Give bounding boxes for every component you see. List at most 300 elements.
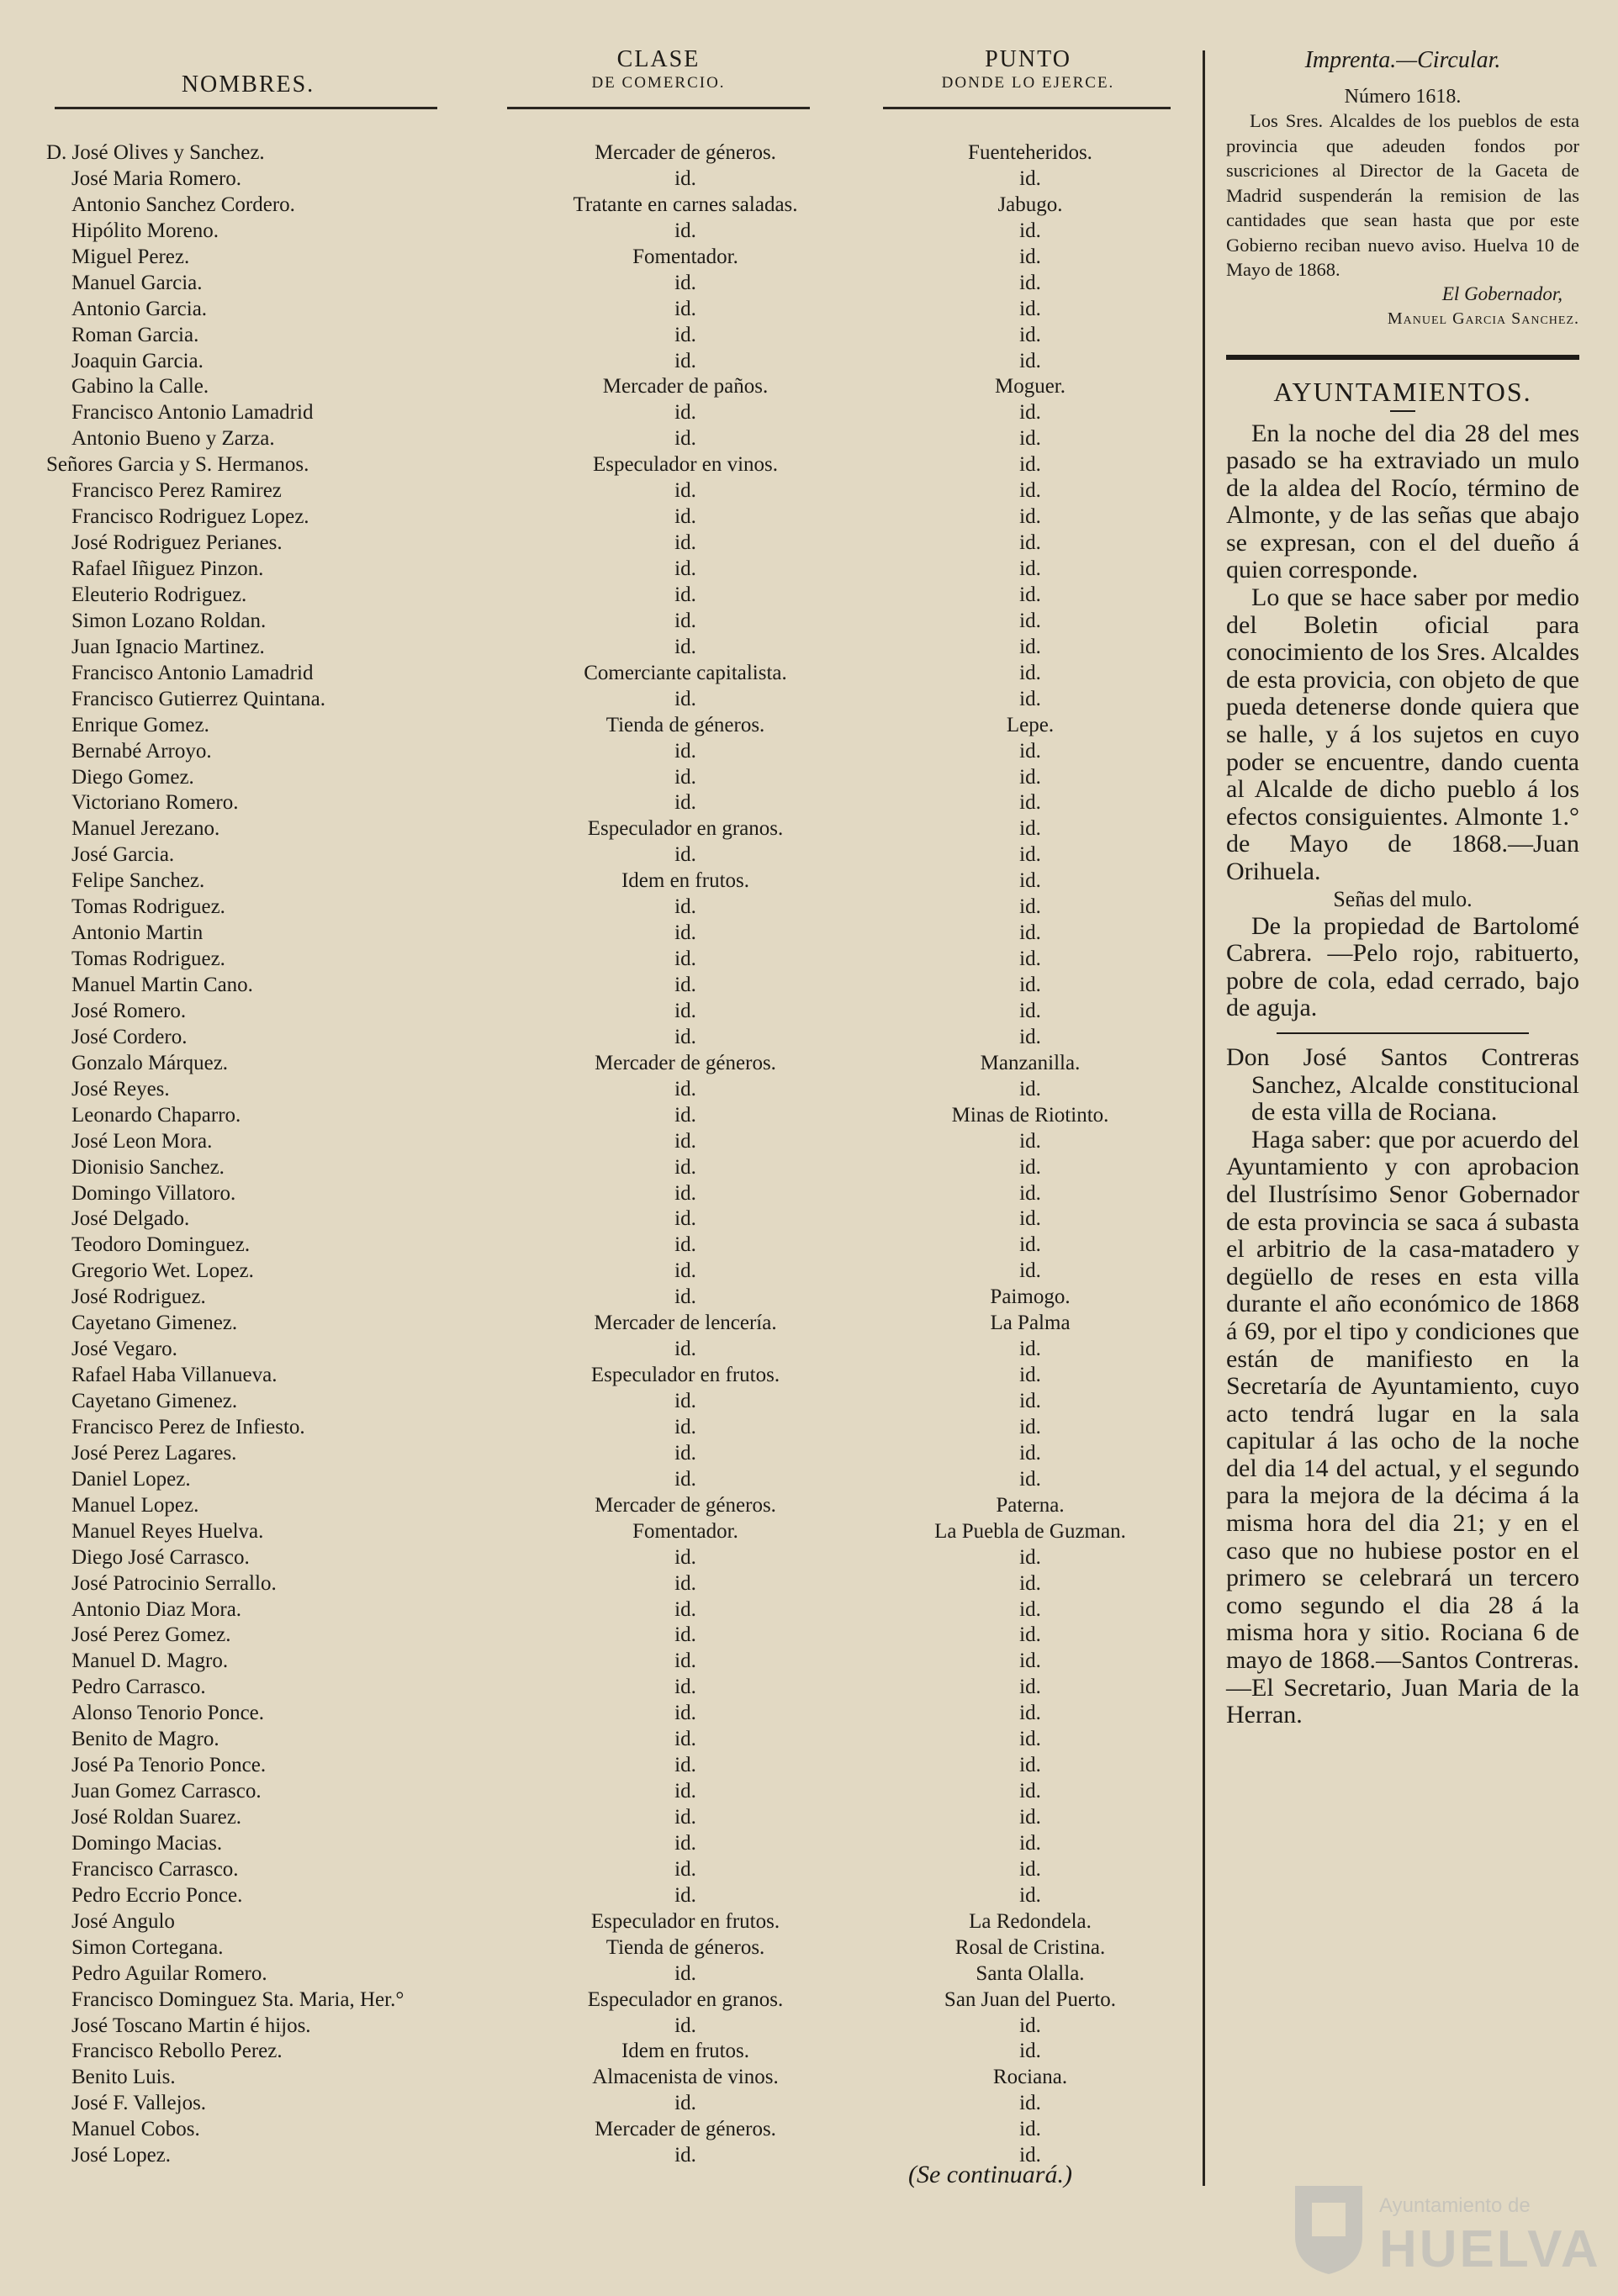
cell-nombre: Diego José Carrasco. (71, 1545, 250, 1569)
table-row (46, 400, 1165, 426)
table-row (46, 661, 1165, 687)
cell-punto: id. (1019, 1676, 1041, 1699)
table-row (46, 1545, 1165, 1571)
cell-nombre: Felipe Sanchez. (71, 869, 205, 893)
cell-punto: id. (1019, 1649, 1041, 1673)
table-row (46, 557, 1165, 583)
cell-punto: id. (1019, 1207, 1041, 1231)
cell-nombre: Manuel Lopez. (71, 1493, 199, 1517)
cell-clase: id. (674, 1233, 696, 1257)
cell-punto: Paimogo. (990, 1285, 1071, 1309)
cell-punto: id. (1019, 1415, 1041, 1438)
cell-punto: Paterna. (996, 1493, 1065, 1517)
table-row (46, 219, 1165, 245)
cell-clase: Especulador en vinos. (592, 453, 779, 477)
cell-clase: Tratante en carnes saladas. (573, 193, 798, 216)
table-row (46, 271, 1165, 297)
table-row (46, 323, 1165, 349)
table-row (46, 1155, 1165, 1181)
cell-clase: id. (674, 583, 696, 606)
cell-nombre: José Maria Romero. (71, 166, 242, 190)
cell-clase: Mercader de paños. (602, 375, 769, 399)
cell-punto: id. (1019, 687, 1041, 710)
cell-punto: Rosal de Cristina. (954, 1935, 1106, 1959)
cell-punto: id. (1019, 479, 1041, 503)
cell-clase: id. (674, 1883, 696, 1907)
cell-clase: id. (674, 1181, 696, 1205)
cell-nombre: Francisco Rodriguez Lopez. (71, 505, 309, 529)
table-row (46, 1519, 1165, 1545)
cell-clase: id. (674, 1571, 696, 1595)
cell-nombre: Pedro Aguilar Romero. (71, 1961, 267, 1985)
cell-clase: id. (674, 1025, 696, 1048)
cell-punto: id. (1019, 1857, 1041, 1881)
cell-clase: id. (674, 427, 696, 451)
cell-punto: id. (1019, 1754, 1041, 1777)
cell-clase: id. (674, 1207, 696, 1231)
table-row (46, 1935, 1165, 1961)
cell-punto: Fuenteheridos. (968, 141, 1092, 164)
table-row (46, 1259, 1165, 1285)
cell-clase: id. (674, 921, 696, 945)
cell-punto: id. (1019, 1545, 1041, 1569)
cell-nombre: Cayetano Gimenez. (71, 1390, 238, 1412)
cell-nombre: Benito Luis. (71, 2066, 176, 2089)
cell-clase: id. (674, 166, 696, 190)
header-nombres: NOMBRES. (181, 71, 315, 98)
cell-clase: id. (674, 1390, 696, 1412)
cell-nombre: D. José Olives y Sanchez. (46, 141, 265, 164)
cell-nombre: Manuel Jerezano. (71, 817, 220, 841)
table-row (46, 1779, 1165, 1805)
cell-clase: Especulador en granos. (587, 817, 784, 841)
cell-nombre: Francisco Perez Ramirez (71, 479, 282, 503)
cell-nombre: Rafael Iñiguez Pinzon. (71, 557, 264, 580)
cell-punto: id. (1019, 843, 1041, 867)
table-row (46, 921, 1165, 947)
header-rule (883, 107, 1171, 109)
table-row (46, 193, 1165, 219)
cell-nombre: Gabino la Calle. (71, 375, 209, 399)
cell-nombre: José Patrocinio Serrallo. (71, 1571, 277, 1595)
table-row (46, 1883, 1165, 1909)
cell-nombre: Manuel Garcia. (71, 271, 203, 294)
cell-clase: id. (674, 1831, 696, 1855)
cell-clase: id. (674, 297, 696, 320)
cell-punto: La Puebla de Guzman. (934, 1519, 1126, 1543)
cell-nombre: Pedro Eccrio Ponce. (71, 1883, 243, 1907)
cell-nombre: Antonio Garcia. (71, 297, 208, 320)
cell-clase: id. (674, 557, 696, 580)
cell-nombre: Miguel Perez. (71, 245, 190, 268)
cell-clase: id. (674, 1155, 696, 1179)
cell-clase: id. (674, 1676, 696, 1699)
table-row (46, 947, 1165, 973)
cell-clase: id. (674, 531, 696, 555)
table-row (46, 140, 1165, 166)
cell-punto: id. (1019, 271, 1041, 294)
cell-nombre: José Rodriguez Perianes. (71, 531, 283, 555)
cell-nombre: José F. Vallejos. (71, 2092, 207, 2115)
cell-punto: id. (1019, 166, 1041, 190)
signature-name: Manuel Garcia Sanchez. (1387, 309, 1579, 328)
cell-punto: id. (1019, 1806, 1041, 1829)
cell-nombre: Francisco Perez de Infiesto. (71, 1415, 305, 1438)
cell-clase: id. (674, 1415, 696, 1438)
table-row (46, 1467, 1165, 1493)
cell-nombre: Gregorio Wet. Lopez. (71, 1259, 254, 1283)
cell-clase: id. (674, 479, 696, 503)
cell-clase: Idem en frutos. (621, 869, 750, 893)
table-row (46, 1857, 1165, 1883)
table-row (46, 816, 1165, 842)
cell-nombre: José Lopez. (71, 2144, 172, 2167)
cell-nombre: Domingo Macias. (71, 1831, 223, 1855)
table-row (46, 1415, 1165, 1441)
cell-punto: id. (1019, 1702, 1041, 1725)
cell-punto: id. (1019, 427, 1041, 451)
cell-nombre: Teodoro Dominguez. (71, 1233, 251, 1257)
table-row (46, 530, 1165, 557)
cell-punto: San Juan del Puerto. (944, 1987, 1117, 2011)
cell-punto: id. (1019, 505, 1041, 529)
table-row (46, 1129, 1165, 1155)
table-row (46, 1441, 1165, 1467)
cell-clase: Idem en frutos. (621, 2040, 750, 2063)
cell-punto: id. (1019, 2144, 1041, 2167)
table-row (46, 1389, 1165, 1415)
cell-nombre: Domingo Villatoro. (71, 1181, 236, 1205)
cell-nombre: José Leon Mora. (71, 1129, 213, 1153)
paragraph: En la noche del dia 28 del mes pasado se ha extraviado un mulo de la aldea del Rocío, término de Almonte, y de las señas que abajo se expresan, con el del dueño á quien corresponde. (1226, 419, 1579, 584)
cell-clase: id. (674, 1857, 696, 1881)
cell-clase: id. (674, 1961, 696, 1985)
cell-punto: id. (1019, 895, 1041, 919)
table-row (46, 1805, 1165, 1831)
cell-nombre: Francisco Rebollo Perez. (71, 2040, 283, 2063)
section-title: Imprenta.—Circular. (1304, 47, 1501, 73)
cell-punto: id. (1019, 869, 1041, 893)
cell-clase: id. (674, 271, 696, 294)
cell-nombre: José Angulo (71, 1909, 175, 1933)
cell-nombre: Rafael Haba Villanueva. (71, 1364, 278, 1387)
cell-nombre: Tomas Rodriguez. (71, 895, 225, 919)
table-row (46, 842, 1165, 868)
table-row (46, 2039, 1165, 2065)
table-row (46, 1909, 1165, 1935)
cell-punto: id. (1019, 1831, 1041, 1855)
cell-nombre: José Roldan Suarez. (71, 1806, 242, 1829)
table-row (46, 1232, 1165, 1259)
table-row (46, 1727, 1165, 1753)
header-punto: PUNTO DONDE LO EJERCE. (941, 46, 1115, 92)
table-row (46, 349, 1165, 375)
cell-clase: Fomentador. (632, 1519, 738, 1543)
table-row (46, 1597, 1165, 1623)
table-row (46, 166, 1165, 193)
cell-punto: id. (1019, 453, 1041, 477)
table-row (46, 1493, 1165, 1519)
table-row (46, 1961, 1165, 1987)
cell-punto: id. (1019, 1571, 1041, 1595)
cell-punto: id. (1019, 1259, 1041, 1283)
cell-clase: id. (674, 1285, 696, 1309)
title-dash (1390, 410, 1415, 412)
cell-clase: id. (674, 739, 696, 763)
header-clase: CLASE DE COMERCIO. (591, 46, 726, 92)
cell-nombre: Antonio Diaz Mora. (71, 1597, 242, 1621)
cell-clase: Especulador en frutos. (590, 1364, 780, 1387)
table-row (46, 374, 1165, 400)
watermark-logo (1287, 2177, 1601, 2287)
cell-clase: id. (674, 974, 696, 996)
table-row (46, 426, 1165, 452)
table-row (46, 1025, 1165, 1051)
table-row (46, 478, 1165, 504)
cell-clase: id. (674, 1259, 696, 1283)
cell-clase: id. (674, 2092, 696, 2115)
cell-nombre: Alonso Tenorio Ponce. (71, 1702, 265, 1725)
cell-punto: id. (1019, 661, 1041, 684)
cell-nombre: Enrique Gomez. (71, 713, 209, 736)
cell-clase: id. (674, 1103, 696, 1127)
cell-clase: id. (674, 1728, 696, 1751)
cell-clase: id. (674, 1467, 696, 1491)
cell-nombre: Diego Gomez. (71, 765, 194, 789)
cell-punto: id. (1019, 2040, 1041, 2063)
cell-clase: id. (674, 843, 696, 867)
paragraph: De la propiedad de Bartolomé Cabrera. —Pelo rojo, rabituerto, pobre de cola, edad cerrado, bajo de aguja. (1226, 911, 1579, 1022)
cell-nombre: José Romero. (71, 999, 187, 1022)
cell-clase: id. (674, 1597, 696, 1621)
column-divider (1203, 50, 1205, 2186)
cell-punto: id. (1019, 1728, 1041, 1751)
cell-punto: id. (1019, 1181, 1041, 1205)
continued-note: (Se continuará.) (908, 2161, 1072, 2188)
cell-clase: id. (674, 219, 696, 242)
cell-clase: id. (674, 1702, 696, 1725)
cell-punto: id. (1019, 1338, 1041, 1361)
cell-punto: id. (1019, 557, 1041, 580)
signature-title: El Gobernador, (1441, 282, 1562, 304)
table-row (46, 1987, 1165, 2014)
cell-clase: Mercader de géneros. (595, 141, 776, 164)
cell-clase: id. (674, 2014, 696, 2037)
cell-punto: id. (1019, 999, 1041, 1022)
cell-punto: Moguer. (994, 375, 1066, 399)
cell-clase: Especulador en granos. (587, 1987, 784, 2011)
table-row (46, 1285, 1165, 1311)
table-row (46, 1701, 1165, 1727)
table-row (46, 1623, 1165, 1649)
table-row (46, 583, 1165, 609)
cell-clase: Mercader de géneros. (595, 1493, 776, 1517)
cell-punto: La Palma (990, 1312, 1071, 1335)
cell-nombre: José Vegaro. (71, 1338, 177, 1361)
cell-nombre: Joaquin Garcia. (71, 349, 204, 372)
cell-nombre: Tomas Rodriguez. (71, 947, 225, 971)
cell-clase: id. (674, 635, 696, 658)
cell-punto: id. (1019, 1364, 1041, 1387)
cell-punto: id. (1019, 349, 1041, 372)
cell-punto: id. (1019, 791, 1041, 815)
table-row (46, 2117, 1165, 2143)
table-row (46, 504, 1165, 530)
paragraph: Haga saber: que por acuerdo del Ayuntamiento y con aprobacion del Ilustrísimo Senor Gobernador de esta provincia se saca á subasta el arbitrio de la casa-matadero y degüello de reses en esta villa durante el año económico de 1868 á 69, por el tipo y condiciones que están de manifiesto en la Secretaría de Ayuntamiento, cuyo acto tendrá lugar en la sala capitular á las ocho de la noche del dia 14 del actual, y el segundo para la mejora de la décima á la misma hora del dia 21; y en el caso que no hubiese postor en el primero se celebrará un tercero como segundo el dia 28 á la misma hora y sitio. Rociana 6 de mayo de 1868.—Santos Contreras.—El Secretario, Juan Maria de la Herran. (1226, 1125, 1579, 1729)
circular-number: Número 1618. (1344, 86, 1462, 108)
cell-clase: id. (674, 1780, 696, 1803)
table-row (46, 687, 1165, 713)
cell-clase: Mercader de géneros. (595, 1051, 776, 1074)
table-row (46, 2091, 1165, 2117)
cell-clase: id. (674, 323, 696, 346)
table-row (46, 790, 1165, 816)
table-row (46, 1051, 1165, 1077)
cell-nombre: Manuel Martin Cano. (71, 974, 253, 996)
table-row (46, 1753, 1165, 1779)
cell-clase: Tienda de géneros. (605, 713, 765, 736)
cell-punto: id. (1019, 921, 1041, 945)
cell-nombre: Juan Ignacio Martinez. (71, 635, 265, 658)
cell-clase: Fomentador. (632, 245, 738, 268)
cell-punto: id. (1019, 1129, 1041, 1153)
header-rule (55, 107, 437, 109)
cell-punto: id. (1019, 2092, 1041, 2115)
table-row (46, 895, 1165, 921)
cell-nombre: Juan Gomez Carrasco. (71, 1780, 262, 1803)
divider (1277, 1032, 1529, 1034)
table-row (46, 1337, 1165, 1363)
cell-nombre: José Toscano Martin é hijos. (71, 2014, 311, 2037)
cell-punto: id. (1019, 401, 1041, 425)
cell-clase: Tienda de géneros. (605, 1935, 765, 1959)
table-row (46, 713, 1165, 739)
table-row (46, 1649, 1165, 1675)
cell-clase: id. (674, 609, 696, 632)
cell-clase: Especulador en frutos. (590, 1909, 780, 1933)
cell-punto: id. (1019, 1623, 1041, 1647)
cell-clase: id. (674, 1077, 696, 1100)
ayuntamientos-title: AYUNTAMIENTOS. (1273, 376, 1532, 407)
cell-nombre: Dionisio Sanchez. (71, 1155, 225, 1179)
cell-nombre: Gonzalo Márquez. (71, 1051, 229, 1074)
cell-nombre: Señores Garcia y S. Hermanos. (46, 453, 309, 477)
table-row (46, 1181, 1165, 1207)
table-row (46, 1103, 1165, 1129)
table-row (46, 765, 1165, 791)
cell-nombre: José Delgado. (71, 1207, 190, 1231)
table-row (46, 1571, 1165, 1597)
cell-punto: id. (1019, 219, 1041, 242)
cell-nombre: Antonio Martin (71, 921, 204, 945)
cell-clase: id. (674, 1754, 696, 1777)
shield-icon (1287, 2177, 1371, 2278)
paragraph: Don José Santos Contreras Sanchez, Alcalde constitucional de esta villa de Rociana. (1226, 1042, 1579, 1127)
cell-punto: id. (1019, 947, 1041, 971)
watermark-line1: Ayuntamiento de (1379, 2194, 1531, 2217)
cell-nombre: Roman Garcia. (71, 323, 199, 346)
table-row (46, 1363, 1165, 1389)
cell-punto: Santa Olalla. (976, 1961, 1085, 1985)
cell-punto: id. (1019, 1467, 1041, 1491)
cell-nombre: Leonardo Chaparro. (71, 1103, 241, 1127)
cell-nombre: José Garcia. (71, 843, 175, 867)
header-rule (507, 107, 810, 109)
cell-nombre: José Perez Lagares. (71, 1441, 237, 1465)
cell-punto: id. (1019, 1780, 1041, 1803)
cell-nombre: Antonio Sanchez Cordero. (71, 193, 295, 216)
cell-punto: Minas de Riotinto. (951, 1103, 1109, 1127)
cell-clase: id. (674, 1649, 696, 1673)
cell-punto: id. (1019, 1390, 1041, 1412)
cell-punto: id. (1019, 1077, 1041, 1100)
cell-clase: id. (674, 999, 696, 1022)
cell-nombre: José Reyes. (71, 1077, 170, 1100)
cell-punto: id. (1019, 323, 1041, 346)
cell-nombre: Antonio Bueno y Zarza. (71, 427, 275, 451)
table-row (46, 999, 1165, 1025)
cell-punto: id. (1019, 609, 1041, 632)
cell-clase: id. (674, 1623, 696, 1647)
section-rule (1226, 355, 1579, 360)
cell-nombre: Francisco Carrasco. (71, 1857, 239, 1881)
cell-punto: La Redondela. (969, 1909, 1092, 1933)
cell-clase: Mercader de lencería. (594, 1312, 777, 1335)
right-column (1226, 46, 1579, 1729)
table-row (46, 609, 1165, 635)
circular-text: Los Sres. Alcaldes de los pueblos de esta provincia que adeuden fondos por suscriciones al Director de la Gaceta de Madrid suspenderán la remision de las cantidades que sean hasta que por este Gobierno reciban nuevo aviso. Huelva 10 de Mayo de 1868. (1226, 110, 1579, 280)
table-row (46, 1311, 1165, 1337)
table-row (46, 245, 1165, 271)
cell-nombre: Benito de Magro. (71, 1728, 219, 1751)
cell-nombre: Manuel D. Magro. (71, 1649, 229, 1673)
cell-clase: Comerciante capitalista. (584, 661, 787, 684)
cell-punto: id. (1019, 583, 1041, 606)
paragraph: Lo que se hace saber por medio del Boletin oficial para conocimiento de los Sres. Alcaldes de esta provicia, con objeto de que pueda detenerse donde quiera que se halle, y á los sujetos en cuyo poder se encuentre, dando cuenta al Alcalde de dicho pueblo á los efectos consiguientes. Almonte 1.° de Mayo de 1868.—Juan Orihuela. (1226, 583, 1579, 885)
table-row (46, 973, 1165, 999)
table-body (46, 140, 1165, 2169)
cell-clase: id. (674, 505, 696, 529)
cell-punto: id. (1019, 974, 1041, 996)
cell-punto: Manzanilla. (980, 1051, 1081, 1074)
table-row (46, 1077, 1165, 1103)
cell-punto: id. (1019, 739, 1041, 763)
cell-nombre: Hipólito Moreno. (71, 219, 219, 242)
cell-nombre: José Pa Tenorio Ponce. (71, 1754, 267, 1777)
table-row (46, 452, 1165, 478)
cell-punto: Lepe. (1006, 713, 1055, 736)
cell-clase: id. (674, 1545, 696, 1569)
table-row (46, 1206, 1165, 1232)
cell-nombre: José Cordero. (71, 1025, 188, 1048)
cell-clase: id. (674, 1338, 696, 1361)
cell-punto: id. (1019, 1233, 1041, 1257)
cell-nombre: Francisco Gutierrez Quintana. (71, 687, 325, 710)
cell-nombre: Eleuterio Rodriguez. (71, 583, 247, 606)
cell-punto: id. (1019, 765, 1041, 789)
cell-nombre: Francisco Antonio Lamadrid (71, 661, 314, 684)
watermark-line2: HUELVA (1379, 2220, 1601, 2278)
cell-punto: id. (1019, 1025, 1041, 1048)
table-row (46, 2065, 1165, 2091)
cell-punto: id. (1019, 1155, 1041, 1179)
cell-clase: id. (674, 1806, 696, 1829)
cell-punto: Rociana. (992, 2066, 1068, 2089)
senas-title: Señas del mulo. (1333, 886, 1473, 911)
cell-nombre: Francisco Antonio Lamadrid (71, 401, 314, 425)
cell-clase: id. (674, 1129, 696, 1153)
cell-clase: Mercader de géneros. (595, 2118, 776, 2141)
